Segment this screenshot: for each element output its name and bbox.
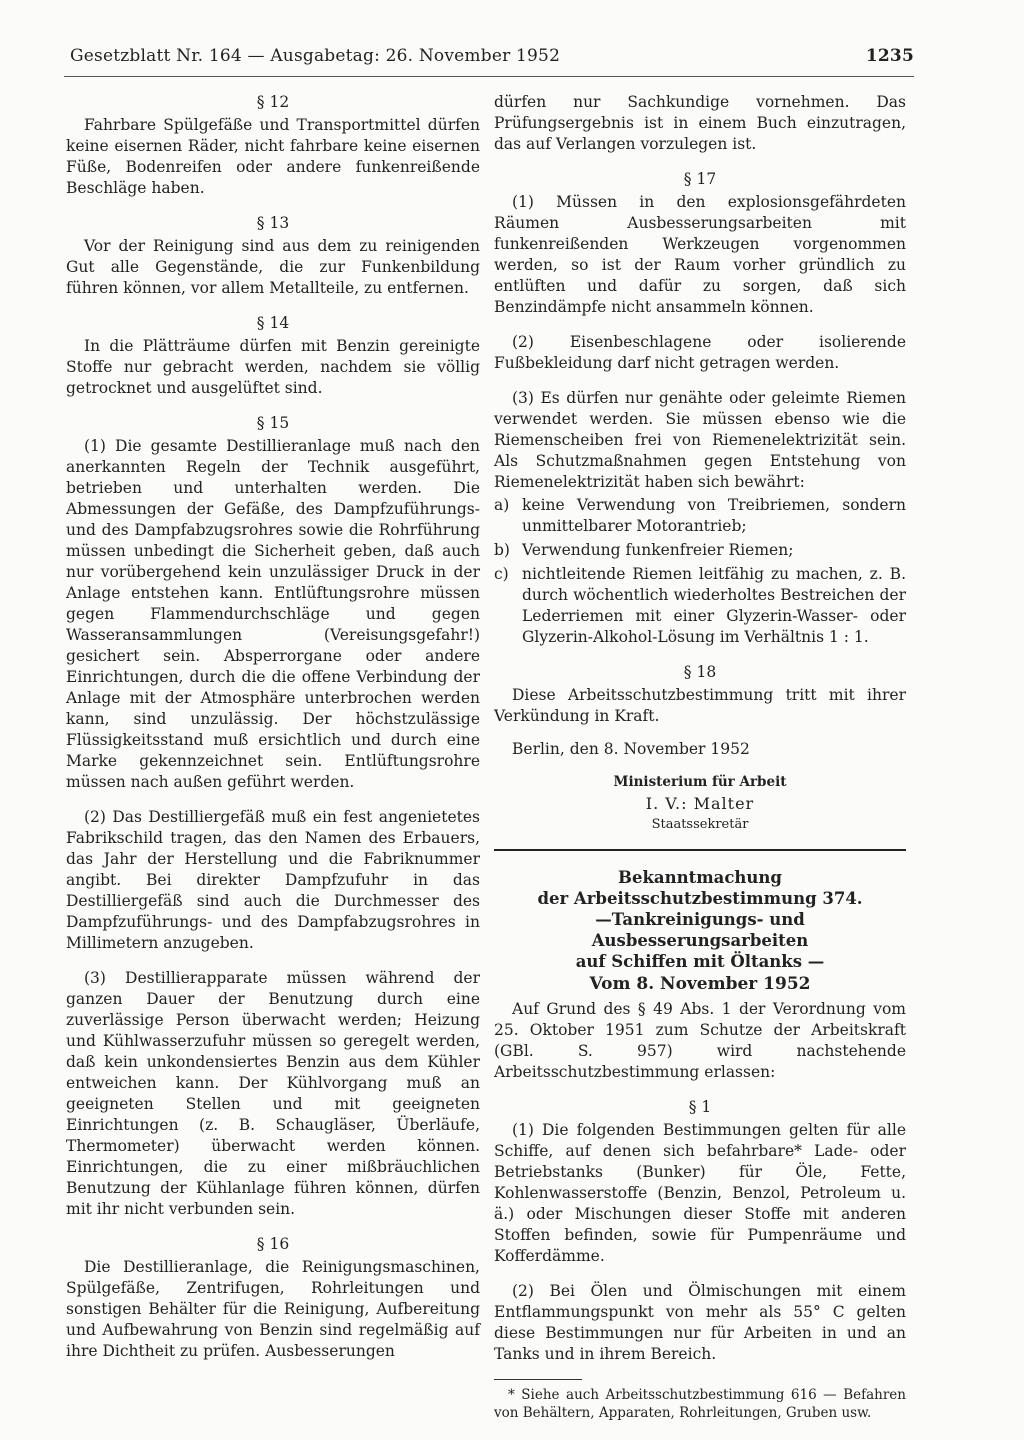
right-column [494, 92, 906, 1422]
list-marker: b) [494, 541, 510, 559]
section-15-paragraph-1: (1) Die gesamte Destillieranlage muß nach den anerkannten Regeln der Technik ausgeführt, betrieben und unterhalten werden. Die Abmessungen der Gefäße, des Dampfzuführungs- und des Dampfabzugsrohres sowie die Rohrführung müssen unbedingt die Sicherheit geben, daß auch nur vorübergehend kein unzulässiger Druck in der Anlage entstehen kann. Entlüftungsrohre müssen gegen Flammendurchschläge und gegen Wasseransammlungen (Vereisungsgefahr!) gesichert sein. Absperrorgane oder andere Einrichtungen, durch die die offene Verbindung der Anlage mit der Atmosphäre unterbrochen werden kann, sind unzulässig. Der höchstzulässige Flüssigkeitsstand muß ersichtlich und durch eine Marke gekennzeichnet sein. Entlüftungsrohre müssen nach außen geführt werden. [66, 437, 480, 791]
notice-title-line: der Arbeitsschutzbestimmung 374. [537, 889, 863, 908]
notice-date: Vom 8. November 1952 [589, 974, 811, 994]
signature-name: I. V.: Malter [645, 794, 755, 813]
section-16-heading: § 16 [256, 1235, 290, 1253]
notice-title-line: auf Schiffen mit Öltanks — [575, 952, 825, 971]
list-item [494, 495, 906, 537]
dateline: Berlin, den 8. November 1952 [512, 740, 750, 758]
list-marker: a) [494, 496, 510, 514]
section-13-text: Vor der Reinigung sind aus dem zu reinigenden Gut alle Gegenstände, die zur Funkenbildung führen können, vor allem Metallteile, zu entfernen. [66, 237, 480, 297]
list-item [494, 564, 906, 648]
notice-title [494, 867, 906, 972]
section-14-text: In die Plätträume dürfen mit Benzin gereinigte Stoffe nur gebracht werden, nachdem sie völlig getrocknet und ausgelüftet sind. [66, 337, 480, 397]
header-rule [64, 76, 914, 77]
section-divider [494, 849, 906, 851]
signature-organization: Ministerium für Arbeit [613, 774, 787, 790]
section-1-heading: § 1 [688, 1098, 712, 1116]
list-item [494, 540, 906, 561]
notice-title-line: —Tankreinigungs- und Ausbesserungsarbeiten [591, 910, 809, 950]
footnote: * Siehe auch Arbeitsschutzbestimmung 616 — Befahren von Behältern, Apparaten, Rohrleitungen, Gruben usw. [494, 1387, 906, 1421]
list-text: keine Verwendung von Treibriemen, sondern unmittelbarer Motorantrieb; [522, 496, 906, 535]
section-13-heading: § 13 [256, 214, 290, 232]
section-17-paragraph-2: (2) Eisenbeschlagene oder isolierende Fußbekleidung darf nicht getragen werden. [494, 333, 906, 372]
notice-intro: Auf Grund des § 49 Abs. 1 der Verordnung vom 25. Oktober 1951 zum Schutze der Arbeitskraft (GBl. S. 957) wird nachstehende Arbeitsschutzbestimmung erlassen: [494, 1000, 906, 1081]
section-1-paragraph-2: (2) Bei Ölen und Ölmischungen mit einem Entflammungspunkt von mehr als 55° C gelten diese Bestimmungen nur für Arbeiten in und an Tanks und in ihrem Bereich. [494, 1282, 906, 1363]
section-16-text: Die Destillieranlage, die Reinigungsmaschinen, Spülgefäße, Zentrifugen, Rohrleitungen und sonstigen Behälter für die Reinigung, Aufbereitung und Aufbewahrung von Benzin sind regelmäßig auf ihre Dichtheit zu prüfen. Ausbesserungen [66, 1258, 480, 1360]
signature-role: Staatssekretär [651, 817, 749, 832]
notice-title-line: Bekanntmachung [618, 868, 782, 887]
section-12-text: Fahrbare Spülgefäße und Transportmittel dürfen keine eisernen Räder, nicht fahrbare keine eisernen Füße, Bodenreifen oder andere funkenreißende Beschläge haben. [66, 116, 480, 197]
measures-list [494, 495, 906, 648]
section-14-heading: § 14 [256, 314, 290, 332]
section-15-paragraph-3: (3) Destillierapparate müssen während der ganzen Dauer der Benutzung durch eine zuverlässige Person überwacht werden; Heizung und Kühlwasserzufuhr müssen so geregelt werden, daß kein unkondensiertes Benzin aus dem Kühler entweichen kann. Der Kühlvorgang muß an geeigneten Stellen und mit geeigneten Einrichtungen (z. B. Schaugläser, Überläufe, Thermometer) überwacht werden können. Einrichtungen, die zu einer mißbräuchlichen Benutzung der Kühlanlage führen können, dürfen mit ihr nicht verbunden sein. [66, 969, 480, 1218]
section-1-paragraph-1: (1) Die folgenden Bestimmungen gelten für alle Schiffe, auf denen sich befahrbare* Lade- oder Betriebstanks (Bunker) für Öle, Fette, Kohlenwasserstoffe (Benzin, Benzol, Petroleum u. ä.) oder Mischungen dieser Stoffe mit anderen Stoffen befinden, sowie für Pumpenräume und Kofferdämme. [494, 1121, 906, 1265]
section-17-heading: § 17 [683, 170, 717, 188]
header-title: Gesetzblatt Nr. 164 — Ausgabetag: 26. November 1952 [70, 46, 561, 66]
list-text: Verwendung funkenfreier Riemen; [522, 541, 794, 559]
section-15-paragraph-2: (2) Das Destilliergefäß muß ein fest angenietetes Fabrikschild tragen, das den Namen des Erbauers, das Jahr der Herstellung und die Fabriknummer angibt. Bei direkter Dampfzufuhr in das Destilliergefäß sind auch die Durchmesser des Dampfzuführungs- und des Dampfabzugsrohres in Millimetern anzugeben. [66, 808, 480, 952]
list-text: nichtleitende Riemen leitfähig zu machen, z. B. durch wöchentlich wiederholtes Bestreichen der Lederriemen mit einer Glyzerin-Wasser- oder Glyzerin-Alkohol-Lösung im Verhältnis 1 : 1. [522, 565, 906, 646]
section-18-text: Diese Arbeitsschutzbestimmung tritt mit ihrer Verkündung in Kraft. [494, 686, 906, 725]
page-number: 1235 [865, 46, 914, 66]
footnote-rule [494, 1379, 582, 1380]
left-column [66, 92, 480, 1376]
section-17-paragraph-3: (3) Es dürfen nur genähte oder geleimte Riemen verwendet werden. Sie müssen ebenso wie die Riemenscheiben frei von Riemenelektrizität sein. Als Schutzmaßnahmen gegen Entstehung von Riemenelektrizität haben sich bewährt: [494, 389, 906, 491]
section-16-continuation: dürfen nur Sachkundige vornehmen. Das Prüfungsergebnis ist in einem Buch einzutragen, das auf Verlangen vorzulegen ist. [494, 93, 906, 153]
section-18-heading: § 18 [683, 663, 717, 681]
list-marker: c) [494, 565, 509, 583]
section-12-heading: § 12 [256, 93, 290, 111]
section-15-heading: § 15 [256, 414, 290, 432]
section-17-paragraph-1: (1) Müssen in den explosionsgefährdeten Räumen Ausbesserungsarbeiten mit funkenreißenden Werkzeugen vorgenommen werden, so ist der Raum vorher gründlich zu entlüften und dafür zu sorgen, daß sich Benzindämpfe nicht ansammeln können. [494, 193, 906, 316]
signature-block [494, 772, 906, 835]
page-header [70, 46, 914, 66]
